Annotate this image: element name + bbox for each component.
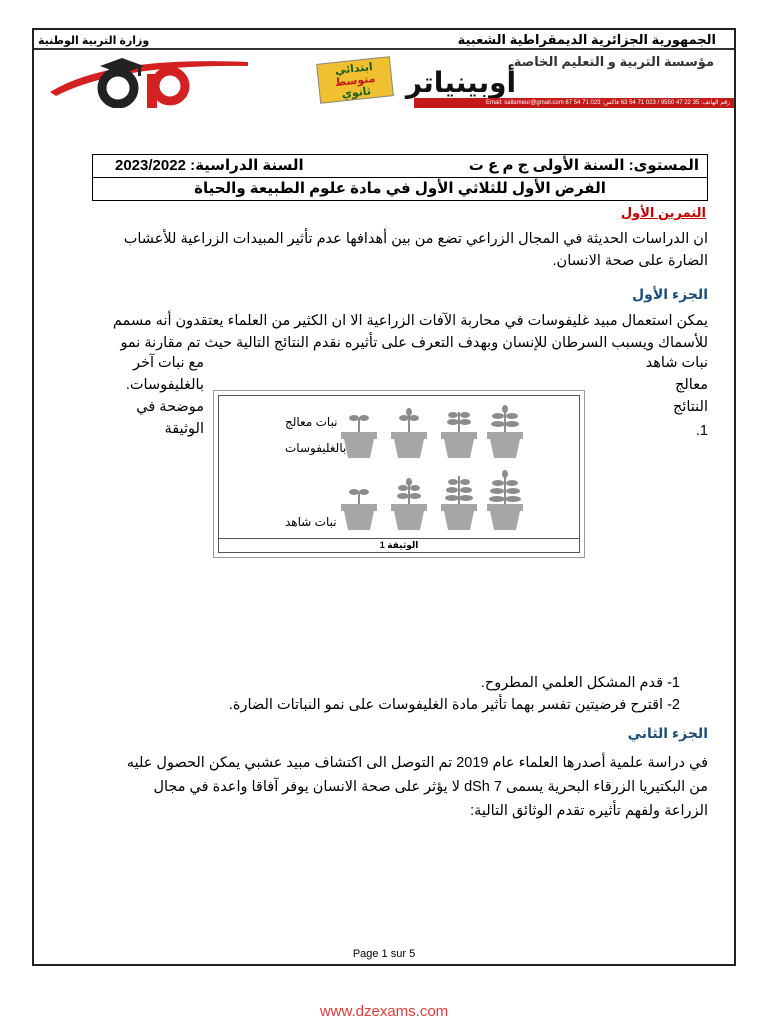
badge-line: ثانوي: [341, 85, 372, 101]
part1-right-2: معالج: [675, 377, 708, 393]
republic-text: الجمهورية الجزائرية الديمقراطية الشعبية: [457, 32, 716, 47]
year-text: السنة الدراسية: 2023/2022: [115, 157, 304, 174]
pot-icon: [341, 489, 377, 530]
exam-info-table: [92, 154, 708, 201]
pot-icon: [441, 476, 477, 530]
exam-title: الفرض الأول للثلاثي الأول في مادة علوم الطبيعة والحياة: [194, 180, 606, 197]
contact-strip: رقم الهاتف: 35 22 47 9550 / 023 71 54 63 فاكس: 023 71 54 67 Email: sallameur@gmail.com: [414, 98, 734, 108]
question-2: 2- اقترح فرضيتين تفسر بهما تأثير مادة الغليفوسات على نمو النباتات الضارة.: [228, 697, 680, 713]
brand-name: أوبينياتر: [405, 67, 517, 98]
part1-left-3: موضحة في الوثيقة: [136, 399, 204, 437]
level-text: المستوى: السنة الأولى ج م ع ت: [468, 157, 699, 174]
pot-icon: [341, 415, 377, 458]
treated-plants-row: [341, 405, 523, 458]
part1-right-1: نبات شاهد: [645, 355, 708, 371]
page-number: Page 1 sur 5: [352, 948, 416, 960]
part1-right-4: 1.: [695, 423, 708, 439]
part1-heading: الجزء الأول: [632, 286, 708, 302]
website-link[interactable]: www.dzexams.com: [319, 1003, 449, 1020]
control-plant-label: نبات شاهد: [285, 515, 337, 529]
ministry-text: وزارة التربية الوطنية: [38, 35, 150, 47]
school-logo-icon: [48, 52, 248, 108]
plant-pots-illustration: [219, 396, 579, 538]
part2-line1: في دراسة علمية أصدرها العلماء عام 2019 تم التوصل الى اكتشاف مبيد عشبي يمكن الحصول عليه: [126, 755, 708, 771]
part1-line1: يمكن استعمال مبيد غليفوسات في محاربة الآفات الزراعية الا ان الكثير من العلماء يعتقدون أنه مسمم: [112, 313, 708, 329]
control-plants-row: [341, 470, 523, 530]
badge-line: متوسط: [334, 72, 377, 90]
part2-heading: الجزء الثاني: [627, 725, 708, 741]
document-1-figure: [213, 390, 585, 558]
treated-plant-label-1: نبات معالج: [285, 415, 338, 429]
info-row-level: [93, 155, 707, 178]
badge-line: ابتدائي: [334, 61, 374, 78]
exercise-heading: التمرين الأول: [620, 205, 706, 220]
part2-line3: الزراعة ولفهم تأثيره تقدم الوثائق التالية:: [470, 803, 708, 819]
part2-line2: من البكتيريا الزرقاء البحرية يسمى dSh 7 لا يؤثر على صحة الانسان يوفر آفاقا واعدة في مجال: [153, 779, 708, 795]
pot-icon: [391, 408, 427, 458]
part1-left-1: مع نبات آخر: [132, 355, 204, 371]
levels-badge: [316, 56, 394, 104]
figure-caption: الوثيقة 1: [218, 539, 580, 553]
part1-left-2: بالغليفوسات.: [125, 377, 204, 393]
treated-plant-label-2: بالغليفوسات: [285, 441, 347, 455]
pot-icon: [441, 412, 477, 458]
pot-icon: [391, 478, 427, 530]
part1-line2: للأسماك ويسبب السرطان للإنسان وبهدف التعرف على تأثيره نقدم النتائج التالية حيث تم مقارنة نمو: [120, 335, 708, 351]
part1-right-3: النتائج: [672, 399, 708, 415]
page-header: [34, 30, 734, 108]
pot-icon: [487, 470, 523, 530]
header-rule: [34, 48, 734, 50]
question-1: 1- قدم المشكل العلمي المطروح.: [480, 675, 680, 691]
pot-icon: [487, 405, 523, 458]
figure-panel: [218, 395, 580, 539]
intro-paragraph: ان الدراسات الحديثة في المجال الزراعي تضع من بين أهدافها عدم تأثير المبيدات الزراعية للأعشاب الضارة على صحة الانسان.: [123, 231, 708, 269]
institution-text: مؤسسة التربية و التعليم الخاصة: [513, 54, 714, 69]
